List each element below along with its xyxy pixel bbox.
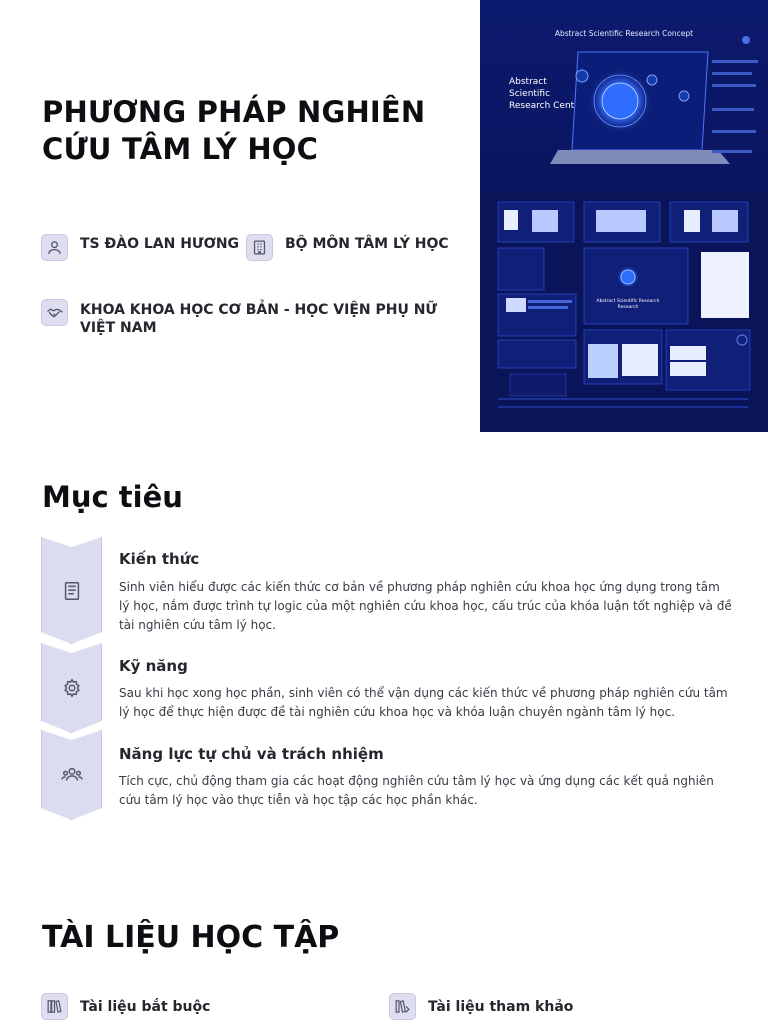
materials-title: TÀI LIỆU HỌC TẬP bbox=[42, 920, 340, 955]
lecturer-name: TS ĐÀO LAN HƯƠNG bbox=[80, 236, 240, 252]
goals-title: Mục tiêu bbox=[42, 480, 183, 514]
people-icon bbox=[61, 764, 83, 786]
svg-text:Scientific: Scientific bbox=[509, 89, 551, 99]
user-icon bbox=[41, 234, 68, 261]
goal-title: Kỹ năng bbox=[119, 657, 188, 675]
goal-item bbox=[41, 537, 741, 644]
goal-description: Tích cực, chủ động tham gia các hoạt động nghiên cứu tâm lý học và ứng dụng các kết quả nghiên cứu tâm lý học vào thực tiễn và học tập các học phần khác. bbox=[119, 774, 714, 807]
goal-title: Năng lực tự chủ và trách nhiệm bbox=[119, 745, 384, 763]
required-materials-label: Tài liệu bắt buộc bbox=[80, 998, 211, 1015]
department-name: BỘ MÔN TÂM LÝ HỌC bbox=[285, 236, 449, 252]
faculty-name: KHOA KHOA HỌC CƠ BẢN - HỌC VIỆN PHỤ NỮ VIỆT NAM bbox=[80, 302, 438, 336]
svg-text:Abstract Scientific Research: Abstract Scientific Research bbox=[596, 299, 660, 304]
svg-text:Research Cent: Research Cent bbox=[509, 101, 575, 111]
goal-title: Kiến thức bbox=[119, 550, 200, 568]
reference-materials[interactable] bbox=[389, 993, 573, 1020]
books-icon bbox=[41, 993, 68, 1020]
page-title: PHƯƠNG PHÁP NGHIÊN CỨU TÂM LÝ HỌC bbox=[42, 95, 426, 166]
goal-description: Sinh viên hiểu được các kiến thức cơ bản về phương pháp nghiên cứu khoa học ứng dụng trong tâm lý học, nắm được trình tự logic của một nghiên cứu khoa học, cấu trúc của khóa luận tốt nghiệp và đề tài nghiên cứu tâm lý học. bbox=[119, 580, 732, 632]
svg-text:Abstract: Abstract bbox=[509, 77, 547, 87]
goal-description: Sau khi học xong học phần, sinh viên có thể vận dụng các kiến thức về phương pháp nghiên cứu tâm lý học để thực hiện được đề tài nghiên cứu khoa học và khóa luận chuyên ngành tâm lý học. bbox=[119, 686, 728, 719]
faculty-row bbox=[41, 299, 461, 337]
handshake-icon bbox=[41, 299, 68, 326]
department-row bbox=[246, 234, 449, 261]
lecturer-row bbox=[41, 234, 239, 261]
required-materials[interactable] bbox=[41, 993, 210, 1020]
svg-text:Research: Research bbox=[617, 305, 639, 310]
gear-icon bbox=[61, 677, 83, 699]
image-heading: Abstract Scientific Research Concept bbox=[554, 29, 694, 38]
goal-item bbox=[41, 643, 741, 733]
reference-materials-label: Tài liệu tham khảo bbox=[428, 998, 574, 1015]
building-icon bbox=[246, 234, 273, 261]
goal-item bbox=[41, 730, 741, 820]
hero-section bbox=[0, 0, 768, 432]
book-icon bbox=[61, 580, 83, 602]
research-concept-image bbox=[480, 0, 768, 432]
library-icon bbox=[389, 993, 416, 1020]
